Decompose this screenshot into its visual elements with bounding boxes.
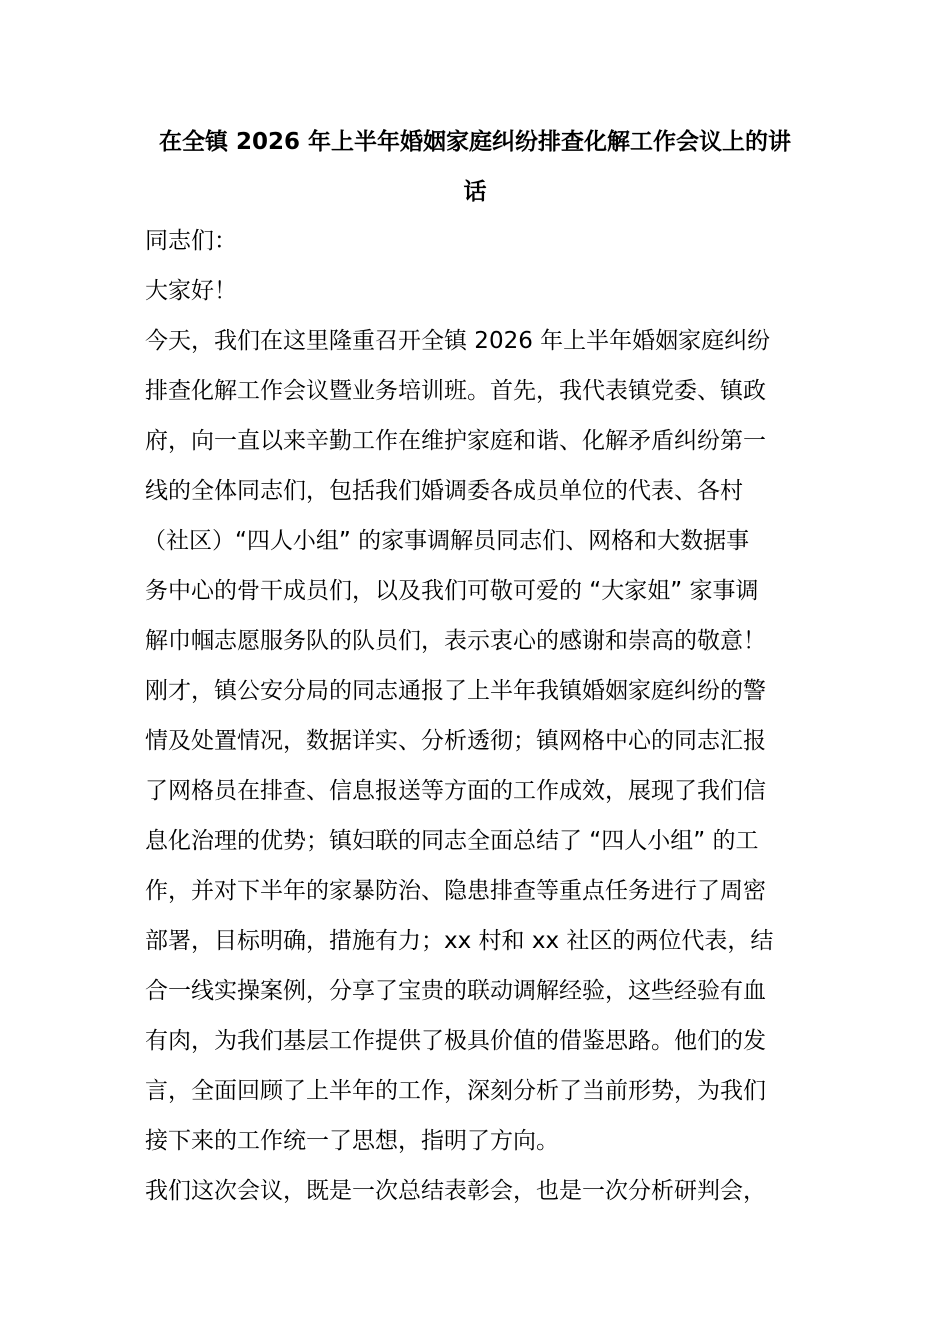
body-line: 今天，我们在这里隆重召开全镇 2026 年上半年婚姻家庭纠纷 <box>145 328 771 354</box>
body-line: 有肉，为我们基层工作提供了极具价值的借鉴思路。他们的发 <box>145 1028 766 1054</box>
document-title <box>140 117 810 217</box>
body-line: 大家好！ <box>145 278 237 304</box>
body-line: 合一线实操案例，分享了宝贵的联动调解经验，这些经验有血 <box>145 978 766 1004</box>
body-line: 接下来的工作统一了思想，指明了方向。 <box>145 1128 559 1154</box>
body-line: 作，并对下半年的家暴防治、隐患排查等重点任务进行了周密 <box>145 878 766 904</box>
body-line: 务中心的骨干成员们，以及我们可敬可爱的 “大家姐” 家事调 <box>145 578 759 604</box>
body-line: 言，全面回顾了上半年的工作，深刻分析了当前形势，为我们 <box>145 1078 766 1104</box>
body-line: 解巾帼志愿服务队的队员们，表示衷心的感谢和崇高的敬意！ <box>145 628 766 654</box>
body-line: 同志们： <box>145 228 237 254</box>
title-line-1: 在全镇 2026 年上半年婚姻家庭纠纷排查化解工作会议上的讲 <box>158 129 792 155</box>
body-line: 我们这次会议，既是一次总结表彰会，也是一次分析研判会， <box>145 1178 766 1204</box>
body-line: 排查化解工作会议暨业务培训班。首先，我代表镇党委、镇政 <box>145 378 766 404</box>
title-line-2: 话 <box>463 179 487 205</box>
body-line: 了网格员在排查、信息报送等方面的工作成效，展现了我们信 <box>145 778 766 804</box>
body-line: 刚才，镇公安分局的同志通报了上半年我镇婚姻家庭纠纷的警 <box>145 678 766 704</box>
body-line: 息化治理的优势；镇妇联的同志全面总结了 “四人小组” 的工 <box>145 828 759 854</box>
body-line: 情及处置情况，数据详实、分析透彻；镇网格中心的同志汇报 <box>145 728 766 754</box>
body-line: 府，向一直以来辛勤工作在维护家庭和谐、化解矛盾纠纷第一 <box>145 428 766 454</box>
body-line: 线的全体同志们，包括我们婚调委各成员单位的代表、各村 <box>145 478 743 504</box>
body-line: （社区）“四人小组” 的家事调解员同志们、网格和大数据事 <box>143 528 750 554</box>
body-line: 部署，目标明确，措施有力；xx 村和 xx 社区的两位代表，结 <box>145 928 774 954</box>
